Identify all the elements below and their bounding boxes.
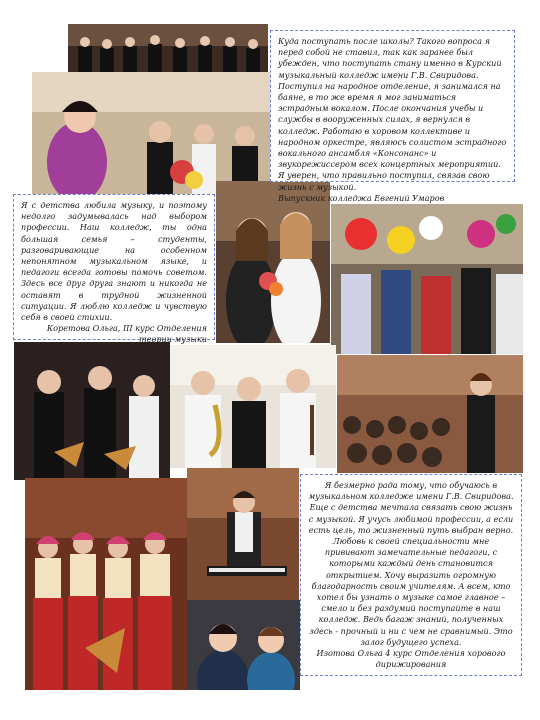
photo-keyboard-player (187, 468, 299, 600)
quote-box-izotova (300, 474, 522, 676)
photo-folk-choir (25, 478, 187, 690)
photo-students-smiling (187, 600, 300, 690)
quote-text: Куда поступать после школы? Такого вопроса я перед собой не ставил, так как заранее был убежден, что поступать стану именно в Курский музыкальный колледж имени Г.В. Свиридова. Поступил на народное отделение, я занимался на баяне, в то же время я мог заниматься эстрадным вокалом. После окончания учебы и службы в вооруженных силах, я вернулся в колледж. Работаю в хоровом коллективе и народном оркестре, являюсь солистом эстрадного вокального ансамбля «Консонанс» и звукорежиссером всех концертных мероприятий. Я уверен, что правильно поступил, связав свою жизнь с музыкой. (278, 36, 507, 192)
photo-two-girls-flowers (216, 181, 330, 343)
quote-box-koretova (13, 194, 215, 345)
photo-jazz-saxophone (170, 345, 336, 468)
quote-text: Я безмерно рада тому, что обучаюсь в музыкальном колледже имени Г.В. Свиридова. Еще с детства мечтала связать свою жизнь с музыкой. Я учусь любимой профессии, а если есть цель, то жизненный путь выбран верно. Любовь к своей специальности мне прививают замечательные педагоги, с которыми каждый день становится открытием. Хочу выразить огромную благодарность своим учителям. А всем, кто хотел бы узнать о музыке самое главное – смело и без раздумий поступайте в наш колледж. Ведь багаж знаний, полученных здесь - прочный и ни с чем не сравнимый. Это залог будущего успеха. (308, 480, 514, 647)
quote-signature: Выпускник колледжа Евгений Умаров (278, 192, 445, 203)
quote-signature: Коретова Ольга, III курс Отделения теории музыки (46, 323, 207, 345)
photo-balalaika-players (14, 342, 170, 480)
photo-students-with-flowers (32, 72, 272, 196)
quote-box-umarov (270, 30, 515, 203)
photo-audience-singer (337, 355, 523, 473)
photo-carnival-balloons (331, 204, 523, 354)
quote-text: Я с детства любила музыку, и поэтому недолго задумывалась над выбором профессии. Наш колледж, ты одна большая семья – студенты, разговаривающие на особенном непонятном музыкальном языке, и педагоги всегда готовы помочь советом. Здесь все друг друга знают и никогда не оставят в трудной жизненной ситуации. Я люблю колледж и чувствую себя в своей стихии. (21, 200, 207, 323)
quote-signature: Изотова Ольга 4 курс Отделения хорового дирижирования (316, 648, 506, 670)
